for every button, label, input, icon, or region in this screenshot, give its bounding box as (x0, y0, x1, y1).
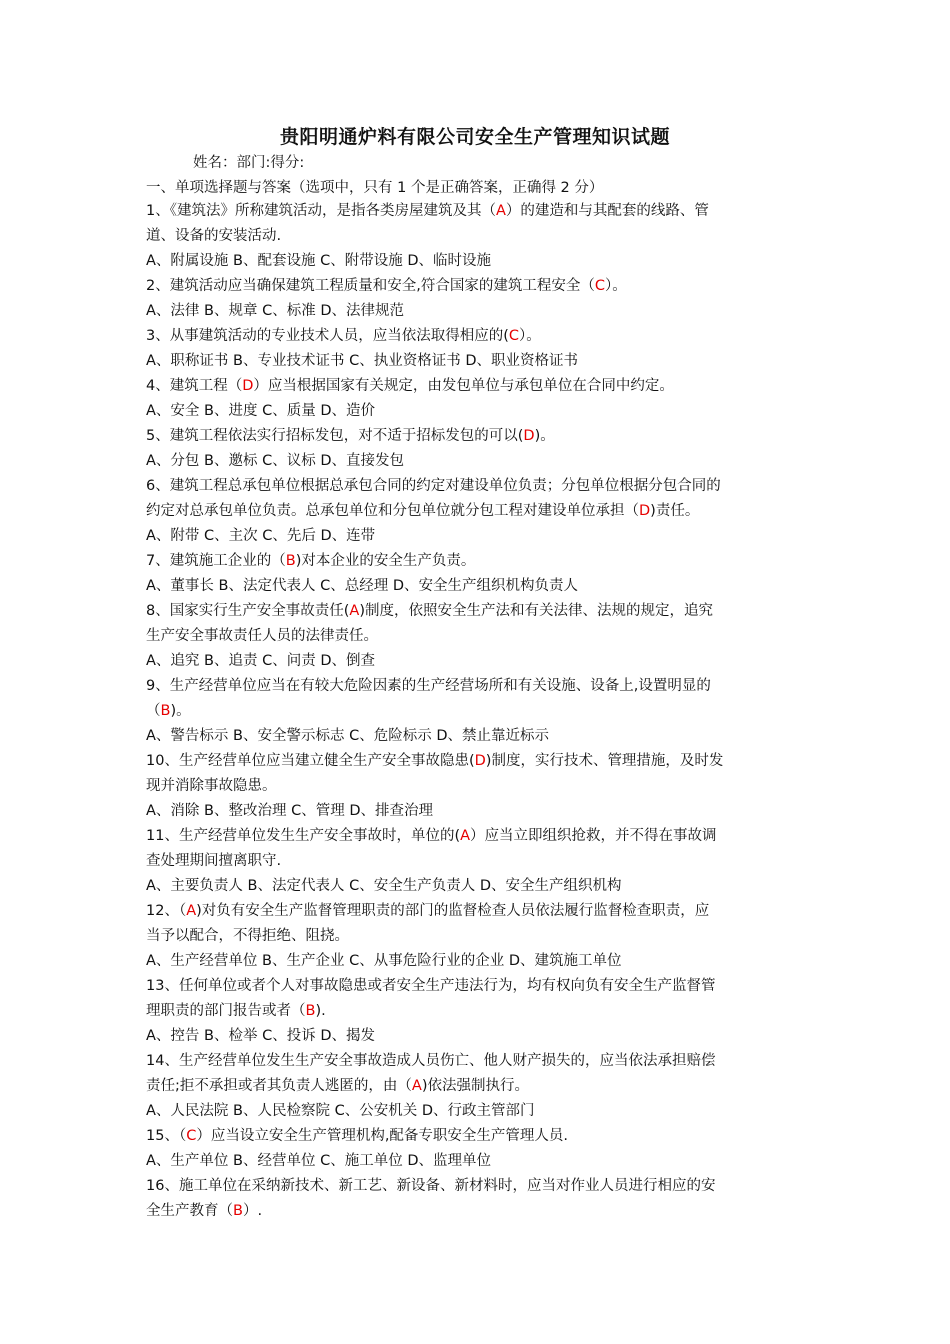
text-line (146, 199, 810, 224)
line-text: （ (146, 703, 161, 719)
answer-letter: A (411, 1078, 422, 1094)
text-line (146, 1074, 810, 1099)
answer-letter: A (460, 828, 471, 844)
line-text: 当予以配合，不得拒绝、阻挠。 (146, 928, 349, 944)
line-text: 15、（ (146, 1128, 187, 1144)
line-text: A、安全 B、进度 C、质量 D、造价 (146, 403, 375, 419)
text-line (146, 699, 810, 724)
line-text-continued: )制度，实行技术、管理措施，及时发 (485, 753, 724, 769)
line-text: 5、建筑工程依法实行招标发包，对不适于招标发包的可以( (146, 428, 524, 444)
text-line (146, 549, 810, 574)
answer-letter: D (639, 503, 651, 519)
line-text: 13、任何单位或者个人对事故隐患或者安全生产违法行为，均有权向负有安全生产监督管 (146, 978, 716, 994)
line-text-continued: ）应当根据国家有关规定，由发包单位与承包单位在合同中约定。 (253, 378, 674, 394)
line-text: 3、从事建筑活动的专业技术人员，应当依法取得相应的( (146, 328, 509, 344)
line-text: 现并消除事故隐患。 (146, 778, 277, 794)
line-text: A、消除 B、整改治理 C、管理 D、排查治理 (146, 803, 433, 819)
line-text: 全生产教育（ (146, 1203, 233, 1219)
line-text: A、追究 B、追责 C、问责 D、倒查 (146, 653, 375, 669)
text-line (146, 599, 810, 624)
text-line (146, 524, 810, 549)
text-line (146, 849, 810, 874)
text-line (146, 449, 810, 474)
text-line (146, 724, 810, 749)
line-text: A、董事长 B、法定代表人 C、总经理 D、安全生产组织机构负责人 (146, 578, 578, 594)
answer-letter: D (523, 428, 535, 444)
text-line (146, 624, 810, 649)
line-text-continued: )对本企业的安全生产负责。 (295, 553, 476, 569)
line-text: 12、（ (146, 903, 187, 919)
line-text: A、主要负责人 B、法定代表人 C、安全生产负责人 D、安全生产组织机构 (146, 878, 622, 894)
line-text-continued: ）。 (604, 278, 627, 294)
text-line (146, 224, 810, 249)
line-text: A、法律 B、规章 C、标准 D、法律规范 (146, 303, 404, 319)
text-line (146, 674, 810, 699)
text-line (146, 999, 810, 1024)
line-text: 8、国家实行生产安全事故责任( (146, 603, 350, 619)
text-line (146, 474, 810, 499)
answer-letter: B (233, 1203, 243, 1219)
answer-letter: A (495, 203, 506, 219)
line-text: A、附带 C、主次 C、先后 D、连带 (146, 528, 376, 544)
line-text-continued: ）. (242, 1203, 263, 1219)
line-text: A、分包 B、邀标 C、议标 D、直接发包 (146, 453, 404, 469)
line-text: 9、生产经营单位应当在有较大危险因素的生产经营场所和有关设施、设备上,设置明显的 (146, 678, 711, 694)
answer-letter: D (474, 753, 486, 769)
text-line (146, 424, 810, 449)
line-text: 4、建筑工程（ (146, 378, 243, 394)
answer-letter: C (508, 328, 520, 344)
line-text: A、生产单位 B、经营单位 C、施工单位 D、监理单位 (146, 1153, 491, 1169)
text-line (146, 399, 810, 424)
text-line (146, 924, 810, 949)
line-text: 查处理期间擅离职守. (146, 853, 282, 869)
text-line (146, 499, 810, 524)
line-text-continued: ）应当设立安全生产管理机构,配备专职安全生产管理人员. (196, 1128, 569, 1144)
answer-letter: A (186, 903, 197, 919)
answer-letter: A (349, 603, 360, 619)
line-text: A、警告标示 B、安全警示标志 C、危险标示 D、禁止靠近标示 (146, 728, 549, 744)
text-line (146, 1049, 810, 1074)
line-text: 责任;拒不承担或者其负责人逃匿的，由（ (146, 1078, 412, 1094)
text-line (146, 1099, 810, 1124)
line-text: A、生产经营单位 B、生产企业 C、从事危险行业的企业 D、建筑施工单位 (146, 953, 622, 969)
text-line (146, 1199, 810, 1224)
line-text: 生产安全事故责任人员的法律责任。 (146, 628, 378, 644)
answer-letter: B (160, 703, 171, 719)
line-text-continued: ）的建造和与其配套的线路、管 (505, 203, 709, 219)
section-heading: 一、单项选择题与答案（选项中，只有 1 个是正确答案，正确得 2 分） (146, 180, 604, 196)
text-line (146, 649, 810, 674)
text-line (146, 1024, 810, 1049)
line-text: 道、设备的安装活动. (146, 228, 282, 244)
text-line (146, 949, 810, 974)
line-text: A、人民法院 B、人民检察院 C、公安机关 D、行政主管部门 (146, 1103, 535, 1119)
text-line (146, 899, 810, 924)
answer-letter: B (305, 1003, 316, 1019)
text-line (146, 249, 810, 274)
line-text-continued: )。 (534, 428, 555, 444)
document-title: 贵阳明通炉料有限公司安全生产管理知识试题 (279, 126, 670, 148)
answer-letter: C (186, 1128, 197, 1144)
line-text: 7、建筑施工企业的（ (146, 553, 286, 569)
line-text-continued: ）应当立即组织抢救，并不得在事故调 (470, 828, 717, 844)
text-line (146, 324, 810, 349)
text-line (146, 299, 810, 324)
answer-letter: B (285, 553, 296, 569)
line-text-continued: )依法强制执行。 (421, 1078, 529, 1094)
name-department-score-line: 姓名：部门:得分: (193, 155, 305, 171)
line-text-continued: )责任。 (650, 503, 700, 519)
text-line (146, 974, 810, 999)
text-line (146, 1174, 810, 1199)
text-line (146, 774, 810, 799)
line-text: 2、建筑活动应当确保建筑工程质量和安全,符合国家的建筑工程安全（ (146, 278, 595, 294)
text-line (146, 349, 810, 374)
line-text: 10、生产经营单位应当建立健全生产安全事故隐患( (146, 753, 475, 769)
text-line (146, 574, 810, 599)
line-text: A、附属设施 B、配套设施 C、附带设施 D、临时设施 (146, 253, 491, 269)
text-line (146, 274, 810, 299)
line-text: 1、《建筑法》所称建筑活动，是指各类房屋建筑及其（ (146, 203, 496, 219)
line-text-continued: )对负有安全生产监督管理职责的部门的监督检查人员依法履行监督检查职责，应 (196, 903, 710, 919)
text-line (146, 1149, 810, 1174)
text-line (146, 799, 810, 824)
text-line (146, 749, 810, 774)
answer-letter: C (594, 278, 605, 294)
text-line (146, 1124, 810, 1149)
answer-letter: D (242, 378, 254, 394)
text-line (146, 824, 810, 849)
line-text: A、控告 B、检举 C、投诉 D、揭发 (146, 1028, 375, 1044)
text-line (146, 374, 810, 399)
line-text-continued: ). (315, 1003, 326, 1019)
text-line (146, 874, 810, 899)
line-text-continued: )。 (170, 703, 191, 719)
line-text-continued: ）。 (519, 328, 541, 344)
line-text: 11、生产经营单位发生生产安全事故时，单位的( (146, 828, 461, 844)
line-text: 6、建筑工程总承包单位根据总承包合同的约定对建设单位负责；分包单位根据分包合同的 (146, 478, 721, 494)
line-text: A、职称证书 B、专业技术证书 C、执业资格证书 D、职业资格证书 (146, 353, 578, 369)
line-text: 约定对总承包单位负责。总承包单位和分包单位就分包工程对建设单位承担（ (146, 503, 639, 519)
question-list (146, 199, 810, 1224)
line-text: 16、施工单位在采纳新技术、新工艺、新设备、新材料时，应当对作业人员进行相应的安 (146, 1178, 716, 1194)
line-text-continued: )制度，依照安全生产法和有关法律、法规的规定，追究 (359, 603, 713, 619)
line-text: 理职责的部门报告或者（ (146, 1003, 306, 1019)
line-text: 14、生产经营单位发生生产安全事故造成人员伤亡、他人财产损失的，应当依法承担赔偿 (146, 1053, 716, 1069)
